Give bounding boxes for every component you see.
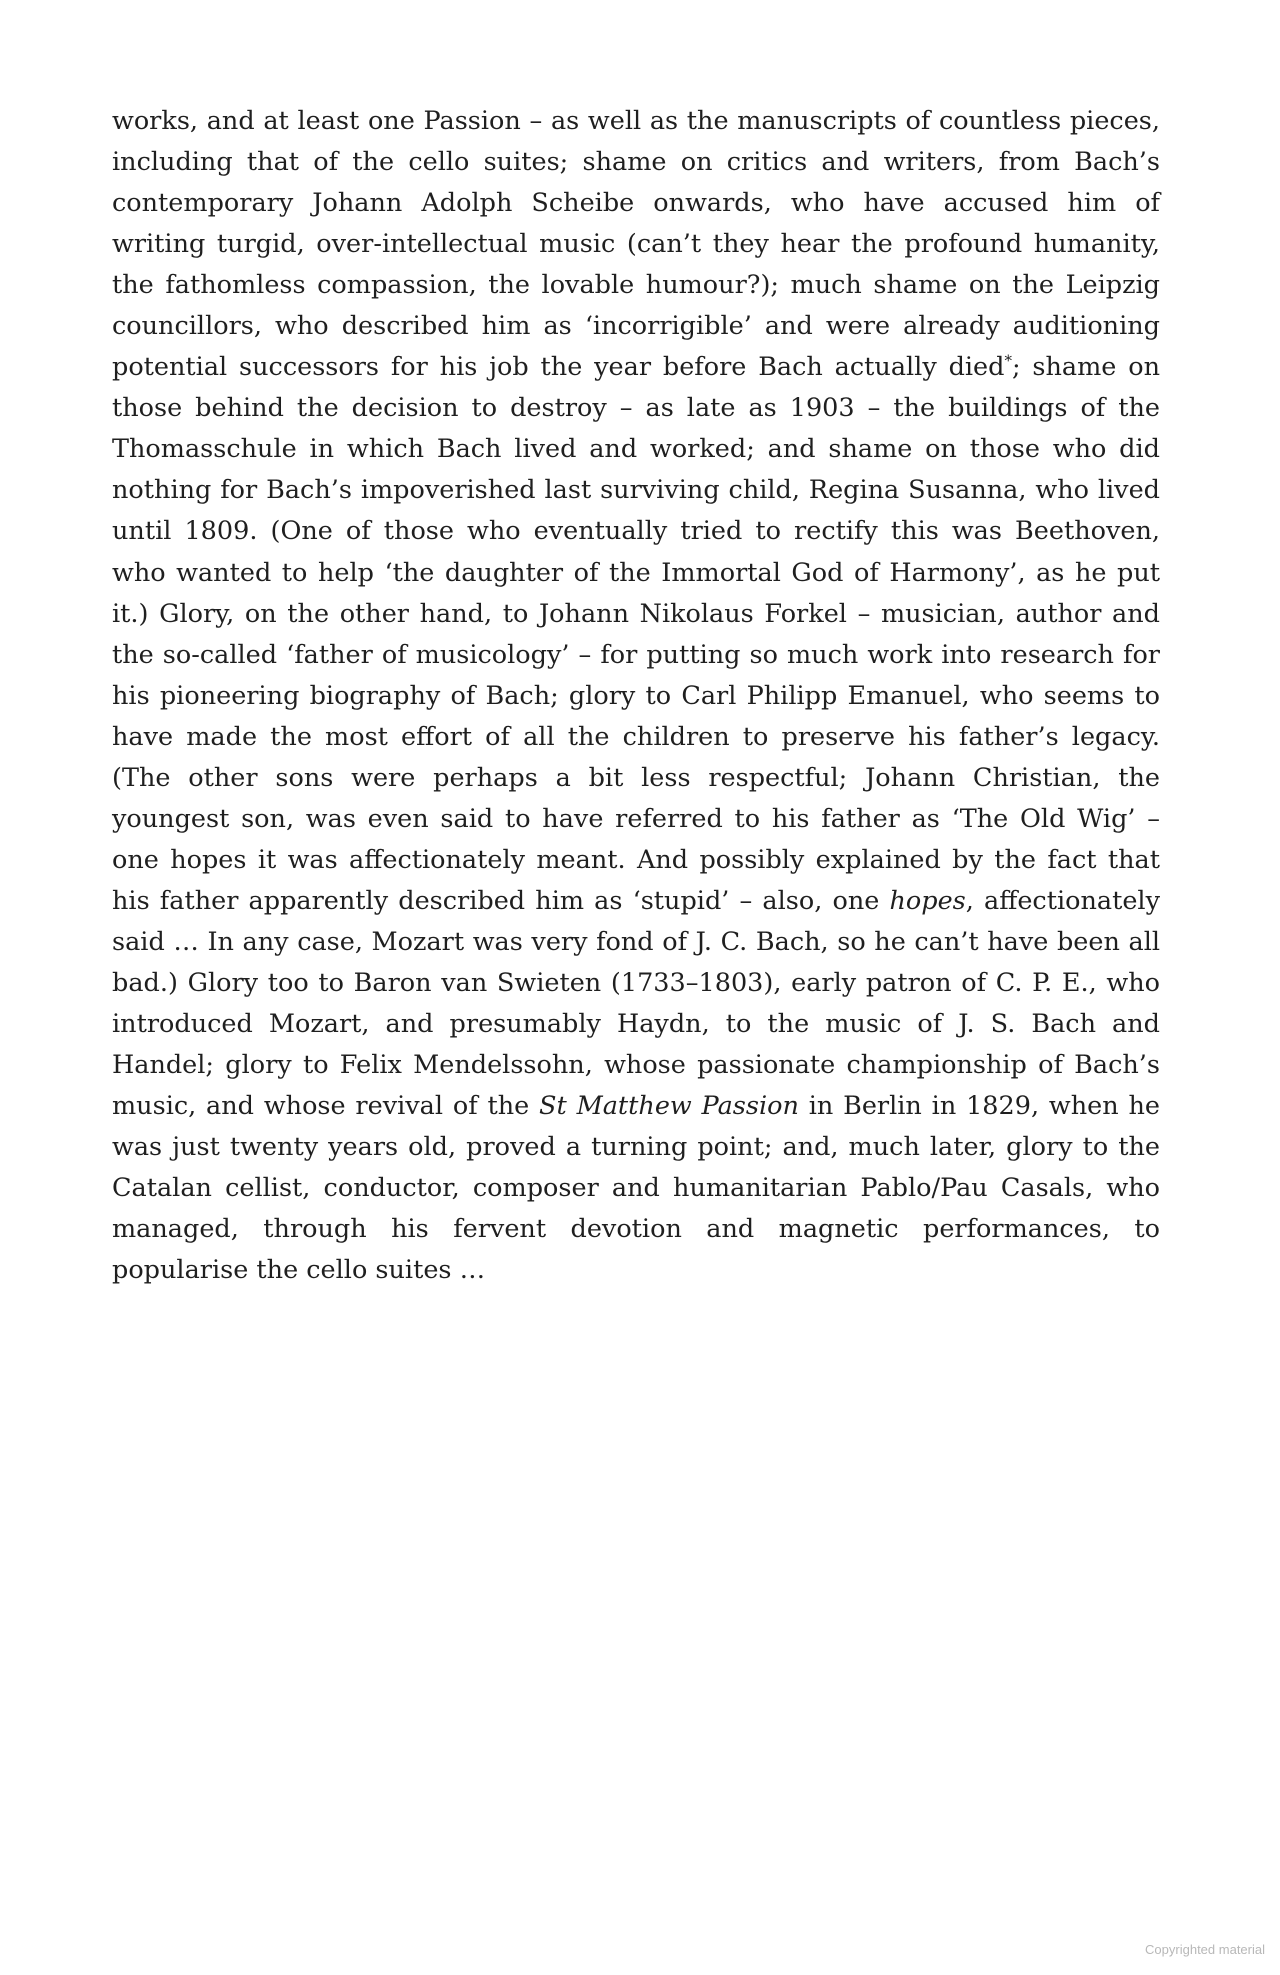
paragraph-text-part4: in Berlin in 1829, when he was just twenty years old, proved a turning point; and, much later, glory to the Catalan cellist, conductor, composer and humanitarian Pablo/Pau Casals, who managed, through his fervent devotion and magnetic performances, to popularise the cello suites …: [112, 1091, 1160, 1286]
paragraph-text-part1: works, and at least one Passion – as well as the manuscripts of countless pieces, including that of the cello suites; shame on critics and writers, from Bach’s contemporary Johann Adolph Scheibe onwards, who have accused him of writing turgid, over-intellectual music (can’t they hear the profound humanity, the fathomless compassion, the lovable humour?); much shame on the Leipzig councillors, who described him as ‘incorrigible’ and were already auditioning potential successors for his job the year before Bach actually died: [112, 106, 1160, 383]
body-paragraph: [112, 101, 1160, 1291]
work-title-st-matthew-passion: St Matthew Passion: [539, 1091, 799, 1122]
footnote-marker: *: [1004, 351, 1012, 370]
paragraph-text-part3: , affectionately said … In any case, Mozart was very fond of J. C. Bach, so he can’t have been all bad.) Glory too to Baron van Swieten (1733–1803), early patron of C. P. E., who introduced Mozart, and presumably Haydn, to the music of J. S. Bach and Handel; glory to Felix Mendelssohn, whose passionate championship of Bach’s music, and whose revival of the: [112, 885, 1160, 1122]
paragraph-text-part2: ; shame on those behind the decision to destroy – as late as 1903 – the buildings of the Thomasschule in which Bach lived and worked; and shame on those who did nothing for Bach’s impoverished last surviving child, Regina Susanna, who lived until 1809. (One of those who eventually tried to rectify this was Beethoven, who wanted to help ‘the daughter of the Immortal God of Harmony’, as he put it.) Glory, on the other hand, to Johann Nikolaus Forkel – musician, author and the so-called ‘father of musicology’ – for putting so much work into research for his pioneering biography of Bach; glory to Carl Philipp Emanuel, who seems to have made the most effort of all the children to preserve his father’s legacy. (The other sons were perhaps a bit less respectful; Johann Christian, the youngest son, was even said to have referred to his father as ‘The Old Wig’ – one hopes it was affectionately meant. And possibly explained by the fact that his father apparently described him as ‘stupid’ – also, one: [112, 352, 1161, 916]
emphasis-hopes: hopes: [889, 885, 966, 916]
copyright-watermark: Copyrighted material: [1145, 1942, 1265, 1957]
